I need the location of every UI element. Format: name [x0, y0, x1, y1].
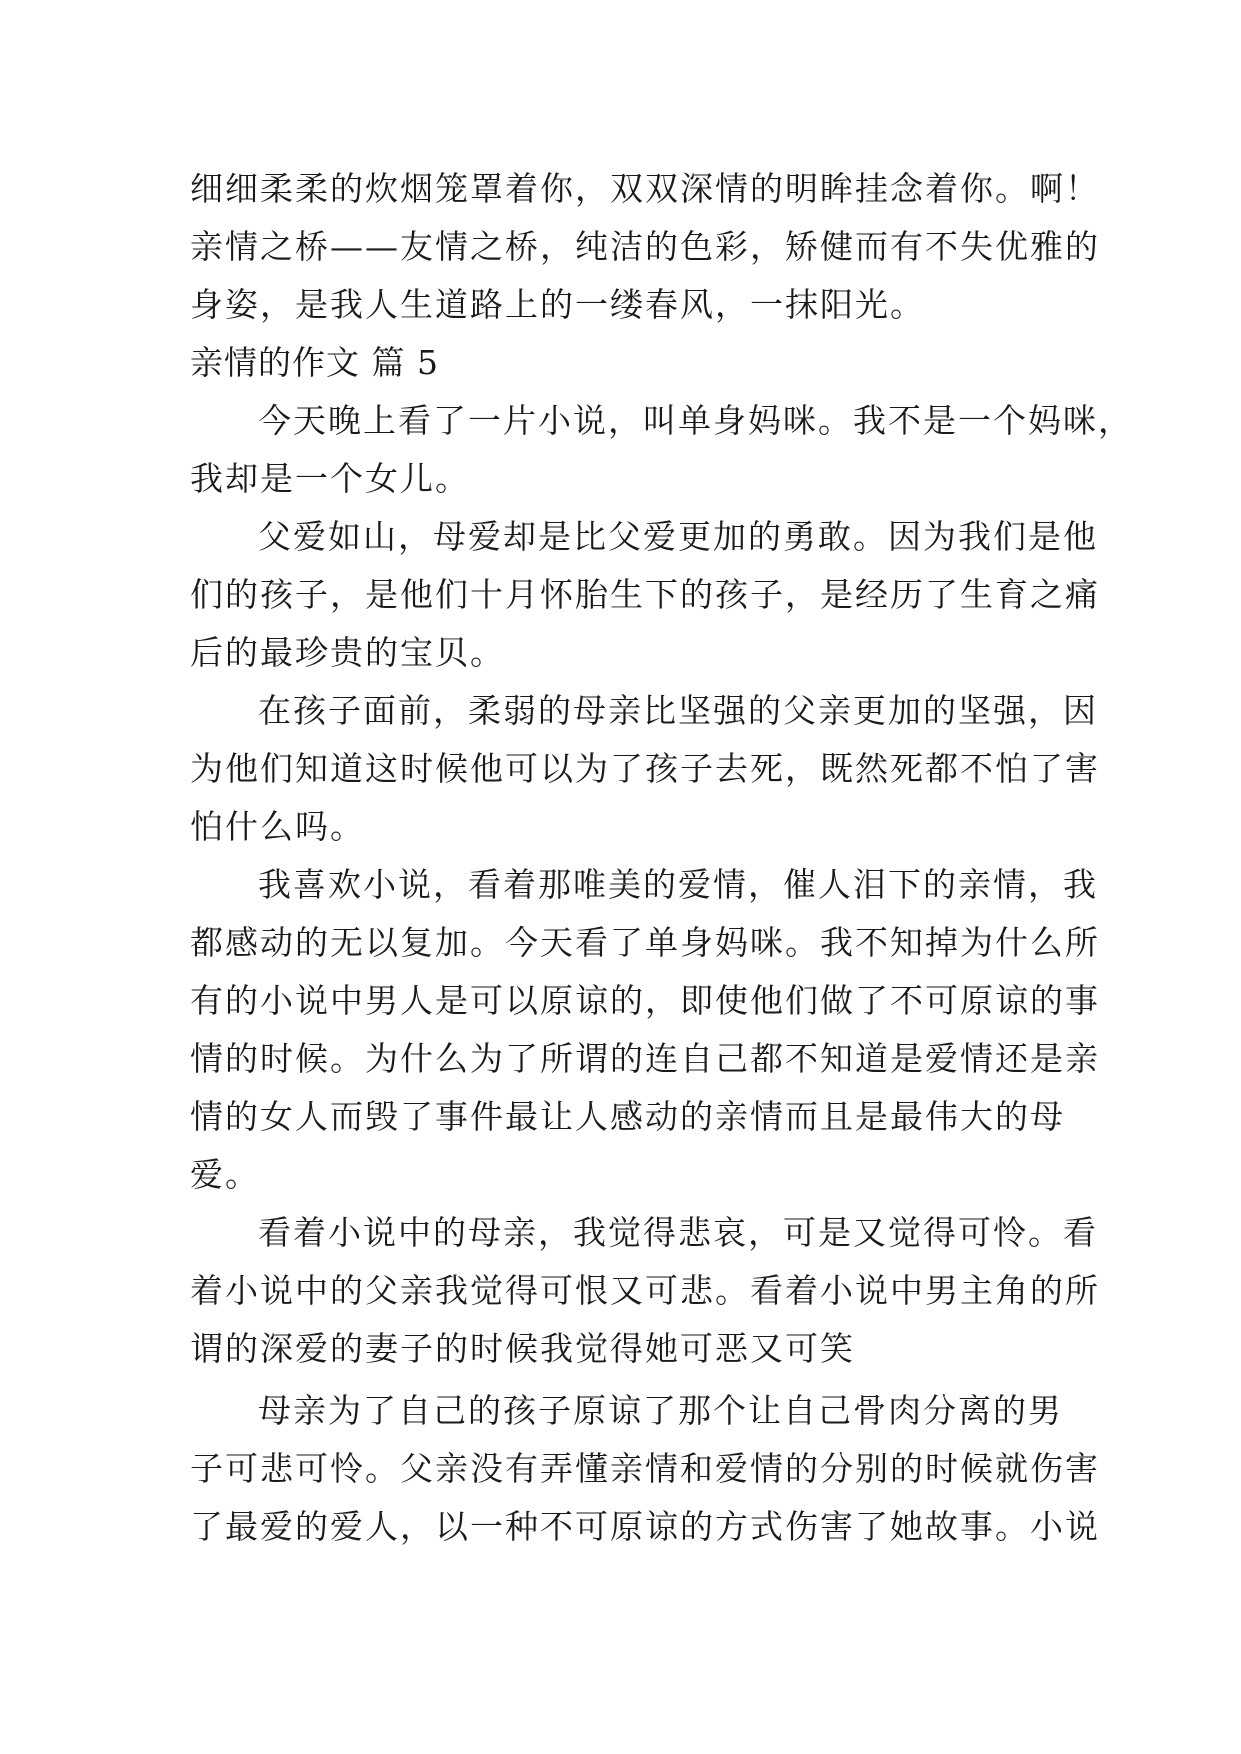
document-body — [190, 160, 1133, 1556]
paragraph-start-line: 父爱如山，母爱却是比父爱更加的勇敢。因为我们是他 — [258, 517, 1098, 556]
text-line: 亲情之桥——友情之桥，纯洁的色彩，矫健而有不失优雅的 — [190, 227, 1100, 266]
text-line: 为他们知道这时候他可以为了孩子去死，既然死都不怕了害 — [190, 749, 1100, 788]
text-line: 我却是一个女儿。 — [190, 459, 470, 498]
paragraph-start-line: 在孩子面前，柔弱的母亲比坚强的父亲更加的坚强，因 — [258, 691, 1098, 730]
text-line: 后的最珍贵的宝贝。 — [190, 633, 505, 672]
paragraph-start-line: 我喜欢小说，看着那唯美的爱情，催人泪下的亲情，我 — [258, 865, 1098, 904]
text-line: 细细柔柔的炊烟笼罩着你，双双深情的明眸挂念着你。啊！ — [190, 169, 1100, 208]
text-line: 谓的深爱的妻子的时候我觉得她可恶又可笑 — [190, 1329, 855, 1368]
text-line: 有的小说中男人是可以原谅的，即使他们做了不可原谅的事 — [190, 981, 1100, 1020]
section-heading: 亲情的作文 篇 5 — [190, 343, 439, 382]
text-line: 身姿，是我人生道路上的一缕春风，一抹阳光。 — [190, 285, 925, 324]
paragraph-start-line: 今天晚上看了一片小说，叫单身妈咪。我不是一个妈咪， — [258, 401, 1133, 440]
text-line: 情的时候。为什么为了所谓的连自己都不知道是爱情还是亲 — [190, 1039, 1100, 1078]
text-line: 着小说中的父亲我觉得可恨又可悲。看着小说中男主角的所 — [190, 1271, 1100, 1310]
text-line: 都感动的无以复加。今天看了单身妈咪。我不知掉为什么所 — [190, 923, 1100, 962]
paragraph-start-line: 看着小说中的母亲，我觉得悲哀，可是又觉得可怜。看 — [258, 1213, 1098, 1252]
paragraph-start-line: 母亲为了自己的孩子原谅了那个让自己骨肉分离的男 — [258, 1391, 1063, 1430]
text-line: 情的女人而毁了事件最让人感动的亲情而且是最伟大的母 — [190, 1097, 1065, 1136]
text-line: 了最爱的爱人，以一种不可原谅的方式伤害了她故事。小说 — [190, 1507, 1100, 1546]
text-line: 爱。 — [190, 1155, 260, 1194]
text-line: 子可悲可怜。父亲没有弄懂亲情和爱情的分别的时候就伤害 — [190, 1449, 1100, 1488]
text-line: 怕什么吗。 — [190, 807, 365, 846]
text-line: 们的孩子，是他们十月怀胎生下的孩子，是经历了生育之痛 — [190, 575, 1100, 614]
